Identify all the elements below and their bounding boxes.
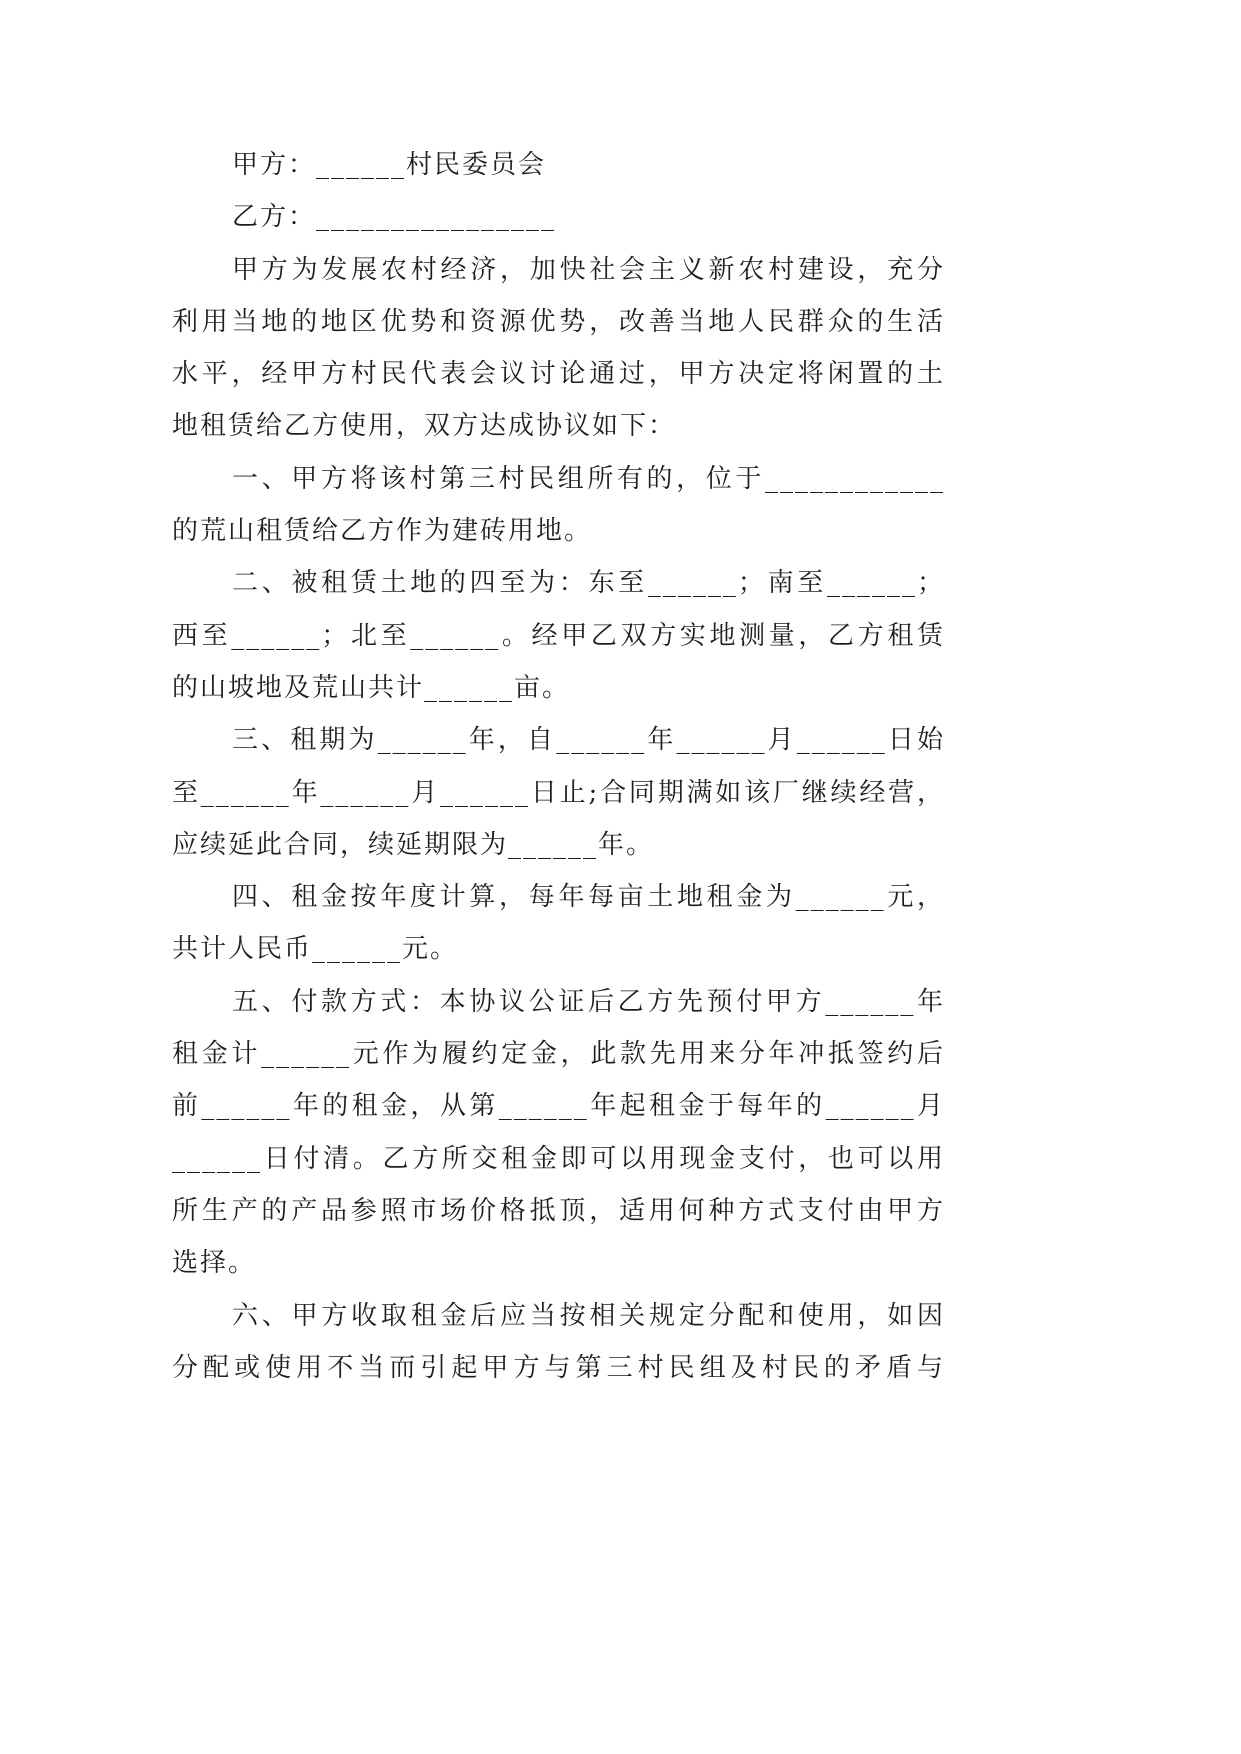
text-line: 一、甲方将该村第三村民组所有的，位于____________ [232, 463, 945, 494]
text-line: 分配或使用不当而引起甲方与第三村民组及村民的矛盾与 [172, 1352, 945, 1383]
text-line: 甲方为发展农村经济，加快社会主义新农村建设，充分 [232, 254, 945, 285]
text-line: 水平，经甲方村民代表会议讨论通过，甲方决定将闲置的土 [172, 359, 945, 390]
text-line: 西至______；北至______。经甲乙双方实地测量，乙方租赁 [172, 620, 945, 651]
text-line: 六、甲方收取租金后应当按相关规定分配和使用，如因 [232, 1300, 945, 1331]
text-line: 二、被租赁土地的四至为：东至______；南至______； [232, 568, 945, 599]
text-line: 所生产的产品参照市场价格抵顶，适用何种方式支付由甲方 [172, 1195, 945, 1226]
text-line: 五、付款方式：本协议公证后乙方先预付甲方______年 [232, 986, 945, 1017]
text-line: 地租赁给乙方使用，双方达成协议如下： [172, 411, 677, 442]
clause-4-paragraph [172, 871, 945, 976]
clause-2-paragraph [172, 557, 945, 714]
text-line: 三、租期为______年，自______年______月______日始 [232, 725, 945, 756]
clause-6-paragraph [172, 1290, 945, 1395]
text-line: 选择。 [172, 1248, 257, 1279]
text-line: 四、租金按年度计算，每年每亩土地租金为______元， [232, 882, 945, 913]
text-line: 的山坡地及荒山共计______亩。 [172, 672, 571, 703]
text-line: 至______年______月______日止;合同期满如该厂继续经营， [172, 777, 945, 808]
text-line: 前______年的租金，从第______年起租金于每年的______月 [172, 1091, 945, 1122]
document-page [172, 139, 945, 1394]
preamble-paragraph [172, 244, 945, 453]
text-line: ______日付清。乙方所交租金即可以用现金支付，也可以用 [172, 1143, 945, 1174]
clause-1-paragraph [172, 453, 945, 558]
text-line: 乙方：________________ [232, 202, 557, 233]
clause-5-paragraph [172, 976, 945, 1290]
text-line: 应续延此合同，续延期限为______年。 [172, 829, 655, 860]
text-line: 甲方：______村民委员会 [232, 150, 547, 180]
clause-3-paragraph [172, 714, 945, 871]
text-line: 共计人民币______元。 [172, 934, 459, 965]
text-line: 利用当地的地区优势和资源优势，改善当地人民群众的生活 [172, 306, 945, 337]
text-line: 租金计______元作为履约定金，此款先用来分年冲抵签约后 [172, 1039, 945, 1070]
text-line: 的荒山租赁给乙方作为建砖用地。 [172, 516, 593, 547]
party-b-paragraph [172, 191, 945, 243]
party-a-paragraph [172, 139, 945, 191]
